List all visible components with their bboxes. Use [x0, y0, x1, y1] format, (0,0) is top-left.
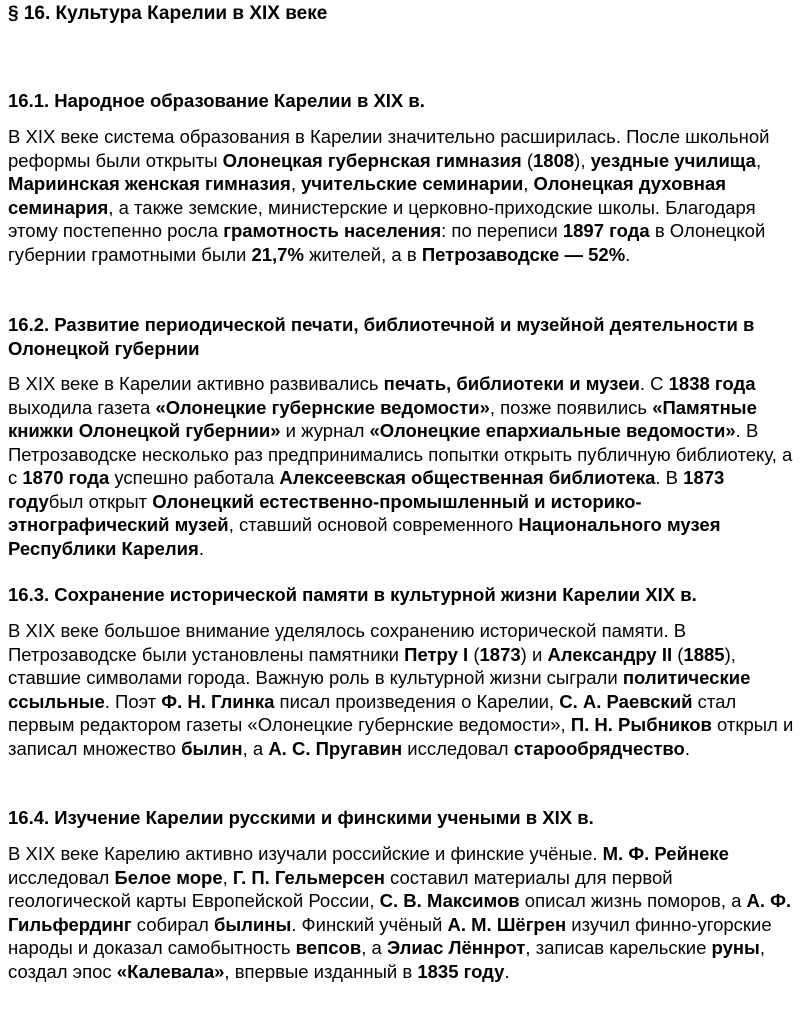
body-text: был открыт [48, 490, 153, 512]
body-text: , позже появились [489, 396, 653, 418]
emphasized-text: 1870 года [22, 467, 110, 488]
emphasized-text: А. С. Пругавин [268, 737, 403, 759]
body-text: В XIX веке Карелию активно изучали российские и финские учёные. [8, 843, 603, 864]
body-text: собирал [131, 913, 214, 935]
body-text: , [222, 866, 233, 888]
emphasized-text: «Памятные книжки Олонецкой губернии» [8, 396, 757, 441]
body-text: . [625, 243, 631, 265]
emphasized-text: 1838 года [668, 373, 756, 394]
body-text: ), ставшие символами города. Важную роль в культурной жизни сыграли [8, 643, 736, 688]
body-text: . С [639, 373, 669, 394]
emphasized-text: Олонецкая духовная семинария [8, 173, 727, 218]
section-paragraph [8, 842, 796, 983]
body-text: в Олонецкой губернии грамотными были [8, 220, 766, 265]
body-text: , [290, 173, 302, 194]
body-text: : по переписи [441, 220, 563, 241]
body-text: ) и [520, 643, 548, 665]
emphasized-text: Олонецкая губернская гимназия [222, 149, 522, 171]
body-text: описал жизнь поморов, а [519, 890, 747, 911]
body-text: исследовал [402, 737, 514, 759]
body-text: ( [672, 643, 684, 665]
body-text: жителей, а в [303, 243, 422, 265]
body-text: . [684, 737, 690, 759]
emphasized-text: Александру II [547, 643, 673, 665]
emphasized-text: 1835 году [417, 960, 505, 982]
body-text: писал произведения о Карелии, [274, 690, 560, 712]
emphasized-text: Элиас Лённрот [386, 937, 526, 958]
emphasized-text: «Калевала» [116, 960, 225, 982]
emphasized-text: былины [213, 913, 292, 935]
section-heading: 16.2. Развитие периодической печати, библиотечной и музейной деятельности в Олонецкой губернии [8, 314, 755, 359]
emphasized-text: Г. П. Гельмерсен [232, 866, 385, 888]
emphasized-text: Ф. Н. Глинка [161, 690, 275, 712]
emphasized-text: 1873 году [8, 467, 725, 512]
emphasized-text: С. А. Раевский [559, 690, 693, 712]
page-title: § 16. Культура Карелии в XIX веке [8, 3, 328, 24]
body-text: , а [361, 937, 387, 958]
body-text: , записав карельские [525, 937, 712, 958]
section-paragraph [8, 372, 796, 560]
emphasized-text: 1885 [683, 643, 725, 665]
emphasized-text: Мариинская женская гимназия [8, 173, 291, 194]
emphasized-text: уездные училища [590, 149, 756, 171]
emphasized-text: Белое море [114, 866, 223, 888]
section-historical-memory [8, 583, 796, 760]
section-heading: 16.4. Изучение Карелии русскими и финскими учеными в XIX в. [8, 807, 594, 828]
body-text: . В [655, 467, 684, 488]
section-heading: 16.1. Народное образование Карелии в XIX в. [8, 90, 425, 111]
section-scientific-study [8, 806, 796, 983]
body-text: , создал эпос [8, 937, 765, 982]
body-text: составил материалы для первой геологической карты Европейской России, [8, 866, 673, 911]
body-text: , впервые изданный в [224, 960, 418, 982]
body-text: ( [521, 149, 533, 171]
emphasized-text: «Олонецкие губернские ведомости» [155, 396, 490, 418]
emphasized-text: М. Ф. Рейнеке [602, 843, 729, 864]
body-text: успешно работала [109, 467, 280, 488]
body-text: . Финский учёный [291, 913, 448, 935]
section-press-libraries-museums [8, 313, 796, 560]
emphasized-text: учительские семинарии [301, 173, 524, 194]
body-text: , а [242, 737, 269, 759]
emphasized-text: Петру I [404, 643, 469, 665]
section-paragraph [8, 125, 796, 266]
body-text: В XIX веке в Карелии активно развивались [8, 373, 384, 394]
body-text: и журнал [280, 420, 370, 441]
body-text: В XIX веке большое внимание уделялось сохранению исторической памяти. В Петрозаводске были установлены памятники [8, 620, 687, 665]
body-text: выходила газета [8, 396, 156, 418]
body-text: . Поэт [104, 690, 162, 712]
body-text: , ставший основой современного [228, 514, 519, 535]
emphasized-text: 1897 года [562, 220, 650, 241]
emphasized-text: грамотность населения [223, 220, 442, 241]
body-text: , [755, 149, 762, 171]
emphasized-text: 1873 [479, 643, 521, 665]
body-text: , [523, 173, 534, 194]
emphasized-text: старообрядчество [513, 737, 685, 759]
body-text: открыл и записал множество [8, 714, 794, 759]
section-heading: 16.3. Сохранение исторической памяти в культурной жизни Карелии XIX в. [8, 584, 697, 605]
body-text: стал первым редактором газеты «Олонецкие губернские ведомости», [8, 690, 737, 735]
body-text: . [198, 537, 204, 559]
emphasized-text: А. М. Шёгрен [447, 913, 567, 935]
emphasized-text: 1808 [533, 149, 575, 171]
body-text: ( [468, 643, 480, 665]
emphasized-text: А. Ф. Гильфердинг [8, 890, 792, 935]
emphasized-text: С. В. Максимов [379, 890, 520, 911]
body-text: исследовал [8, 866, 115, 888]
section-education [8, 89, 796, 266]
emphasized-text: П. Н. Рыбников [570, 714, 712, 735]
emphasized-text: Петрозаводске — 52% [421, 243, 626, 265]
emphasized-text: Алексеевская общественная библиотека [279, 467, 656, 488]
emphasized-text: 21,7% [251, 243, 304, 265]
body-text: В XIX веке система образования в Карелии значительно расширилась. После школьной реформы были открыты [8, 126, 770, 171]
emphasized-text: политические ссыльные [8, 667, 751, 712]
body-text: . В Петрозаводске несколько раз предпринимались попытки открыть публичную библиотеку, а с [8, 420, 793, 488]
body-text: ), [574, 149, 591, 171]
emphasized-text: Олонецкий естественно-промышленный и историко-этнографический музей [8, 490, 642, 535]
body-text: изучил финно-угорские народы и доказал самобытность [8, 913, 772, 958]
emphasized-text: «Олонецкие епархиальные ведомости» [369, 420, 736, 441]
emphasized-text: вепсов [295, 937, 362, 958]
body-text: . [504, 960, 510, 982]
section-paragraph [8, 619, 796, 760]
emphasized-text: печать, библиотеки и музеи [383, 373, 640, 394]
emphasized-text: Национального музея Республики Карелия [8, 514, 721, 559]
emphasized-text: былин [181, 737, 243, 759]
emphasized-text: руны [711, 937, 760, 958]
body-text: , а также земские, министерские и церковно-приходские школы. Благодаря этому постепенно росла [8, 196, 756, 241]
